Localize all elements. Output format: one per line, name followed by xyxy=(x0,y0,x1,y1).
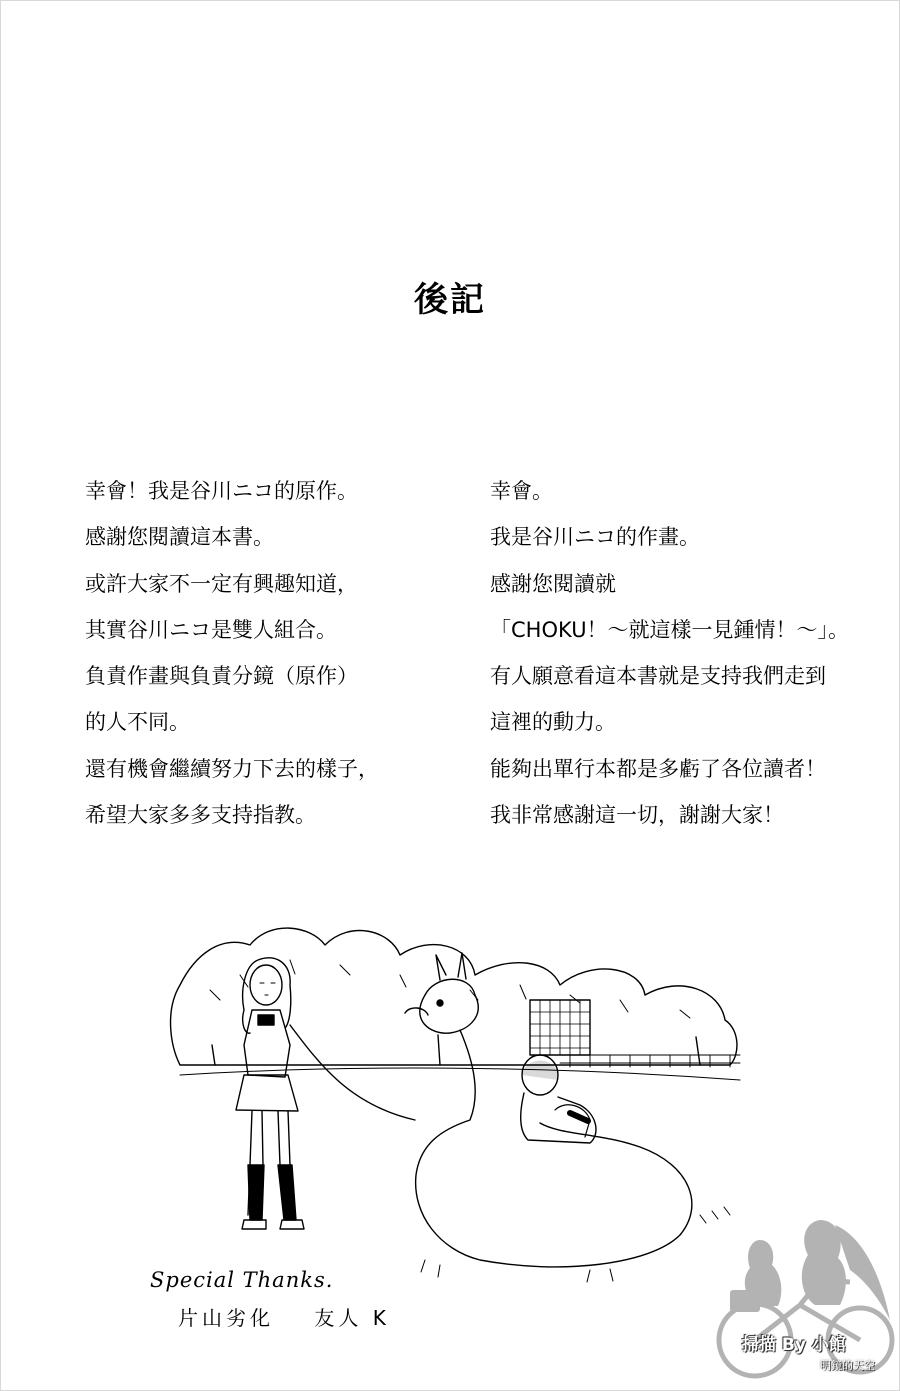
special-thanks-names xyxy=(178,1302,420,1331)
right-line: 幸會。 xyxy=(490,479,553,503)
right-line: 我非常感謝這一切，謝謝大家！ xyxy=(490,803,784,828)
left-line: 負責作畫與負責分鏡（原作） xyxy=(85,664,358,689)
left-line: 其實谷川ニコ是雙人組合。 xyxy=(85,617,337,642)
llama-figure xyxy=(405,953,730,1282)
thanks-name: 片山劣化 xyxy=(178,1306,274,1330)
left-line: 或許大家不一定有興趣知道， xyxy=(85,571,358,596)
right-text-column xyxy=(490,468,890,838)
left-text-column xyxy=(85,468,425,838)
tree-canopy xyxy=(171,928,737,1065)
watermark-subtext: 明鏡的天空 xyxy=(820,1359,875,1372)
right-line: 「CHOKU！～就這樣一見鍾情！～」。 xyxy=(490,617,850,642)
right-line: 感謝您閱讀就 xyxy=(490,571,616,596)
right-line: 能夠出單行本都是多虧了各位讀者！ xyxy=(490,756,826,781)
special-thanks-heading: Special Thanks. xyxy=(150,1268,334,1292)
watermark-text: 掃描 By 小館 xyxy=(742,1335,846,1355)
left-line: 感謝您閱讀這本書。 xyxy=(85,525,274,550)
thanks-name: 友人 K xyxy=(314,1306,390,1330)
girl-figure xyxy=(236,958,415,1229)
left-line: 的人不同。 xyxy=(85,710,190,735)
page-title: 後記 xyxy=(414,280,486,320)
tree-trunk xyxy=(212,1035,700,1065)
left-line: 希望大家多多支持指教。 xyxy=(85,803,316,828)
right-line: 我是谷川ニコ的作畫。 xyxy=(490,525,700,550)
left-line: 幸會！我是谷川ニコ的原作。 xyxy=(85,479,358,503)
right-line: 有人願意看這本書就是支持我們走到 xyxy=(490,664,826,689)
right-line: 這裡的動力。 xyxy=(490,710,616,735)
left-line: 還有機會繼續努力下去的樣子， xyxy=(85,756,379,781)
building xyxy=(530,1000,590,1055)
